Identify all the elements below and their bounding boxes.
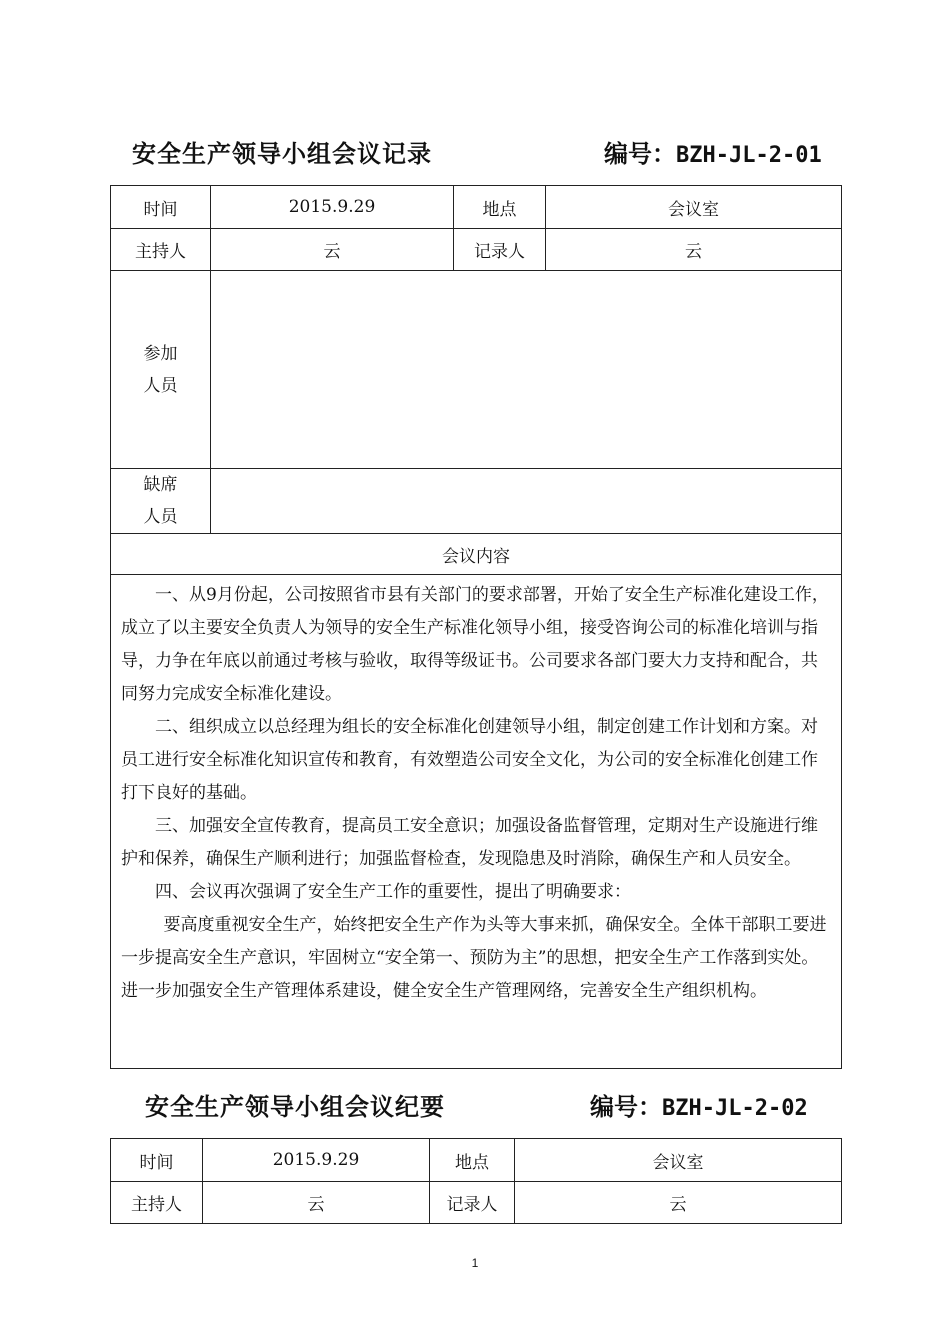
record-time-value: 2015.9.29	[211, 186, 454, 229]
record-row-time	[111, 186, 842, 229]
record-paragraph-5: 要高度重视安全生产，始终把安全生产作为头等大事来抓，确保安全。全体干部职工要进一步提高安全生产意识，牢固树立“安全第一、预防为主”的思想，把安全生产工作落到实处。进一步加强安全生产管理体系建设，健全安全生产管理网络，完善安全生产组织机构。	[121, 915, 827, 1001]
record-content-body	[111, 575, 842, 1069]
record-absent-label-line2: 人员	[143, 507, 178, 527]
summary-time-value: 2015.9.29	[203, 1139, 430, 1182]
record-host-value: 云	[211, 229, 454, 271]
record-paragraph-2: 二、组织成立以总经理为组长的安全标准化创建领导小组，制定创建工作计划和方案。对员工进行安全标准化知识宣传和教育，有效塑造公司安全文化，为公司的安全标准化创建工作打下良好的基础。	[121, 717, 818, 803]
summary-title: 安全生产领导小组会议纪要	[145, 1092, 445, 1121]
summary-title-row	[0, 1087, 950, 1127]
record-title-row	[0, 134, 950, 174]
record-paragraph-3: 三、加强安全宣传教育，提高员工安全意识；加强设备监督管理，定期对生产设施进行维护和保养，确保生产顺利进行；加强监督检查，发现隐患及时消除，确保生产和人员安全。	[121, 816, 818, 869]
record-attendees-label-line1: 参加	[143, 343, 178, 364]
record-code-label: 编号：	[604, 139, 676, 168]
record-recorder-value: 云	[546, 229, 842, 271]
record-row-attendees	[111, 271, 842, 469]
record-recorder-label: 记录人	[454, 229, 546, 271]
summary-code-value: BZH-JL-2-02	[662, 1096, 808, 1121]
record-attendees-value	[211, 271, 842, 469]
record-paragraph-4: 四、会议再次强调了安全生产工作的重要性，提出了明确要求：	[155, 882, 631, 902]
summary-recorder-value: 云	[515, 1182, 842, 1224]
summary-row-time	[111, 1139, 842, 1182]
summary-table	[110, 1138, 842, 1224]
record-row-host	[111, 229, 842, 271]
page-number: 1	[471, 1256, 479, 1270]
summary-code-label: 编号：	[590, 1092, 662, 1121]
summary-host-value: 云	[203, 1182, 430, 1224]
record-table	[110, 185, 842, 1069]
summary-code	[590, 1087, 808, 1122]
record-row-content	[111, 575, 842, 1069]
record-code	[604, 134, 822, 169]
summary-row-host	[111, 1182, 842, 1224]
record-time-label: 时间	[111, 186, 211, 229]
record-row-content-header	[111, 534, 842, 575]
record-absent-label	[111, 469, 211, 534]
record-place-label: 地点	[454, 186, 546, 229]
summary-host-label: 主持人	[111, 1182, 203, 1224]
record-absent-label-line1: 缺席	[143, 475, 178, 495]
record-host-label: 主持人	[111, 229, 211, 271]
record-absent-value	[211, 469, 842, 534]
summary-place-value: 会议室	[515, 1139, 842, 1182]
summary-time-label: 时间	[111, 1139, 203, 1182]
record-paragraph-1: 一、从9月份起，公司按照省市县有关部门的要求部署，开始了安全生产标准化建设工作，成立了以主要安全负责人为领导的安全生产标准化领导小组，接受咨询公司的标准化培训与指导，力争在年底以前通过考核与验收，取得等级证书。公司要求各部门要大力支持和配合，共同努力完成安全标准化建设。	[121, 585, 829, 704]
record-code-value: BZH-JL-2-01	[676, 143, 822, 168]
record-row-absent	[111, 469, 842, 534]
summary-recorder-label: 记录人	[430, 1182, 515, 1224]
record-attendees-label	[111, 271, 211, 469]
record-attendees-label-line2: 人员	[143, 375, 178, 396]
summary-place-label: 地点	[430, 1139, 515, 1182]
record-title: 安全生产领导小组会议记录	[132, 139, 432, 168]
record-place-value: 会议室	[546, 186, 842, 229]
record-content-header: 会议内容	[111, 534, 842, 575]
